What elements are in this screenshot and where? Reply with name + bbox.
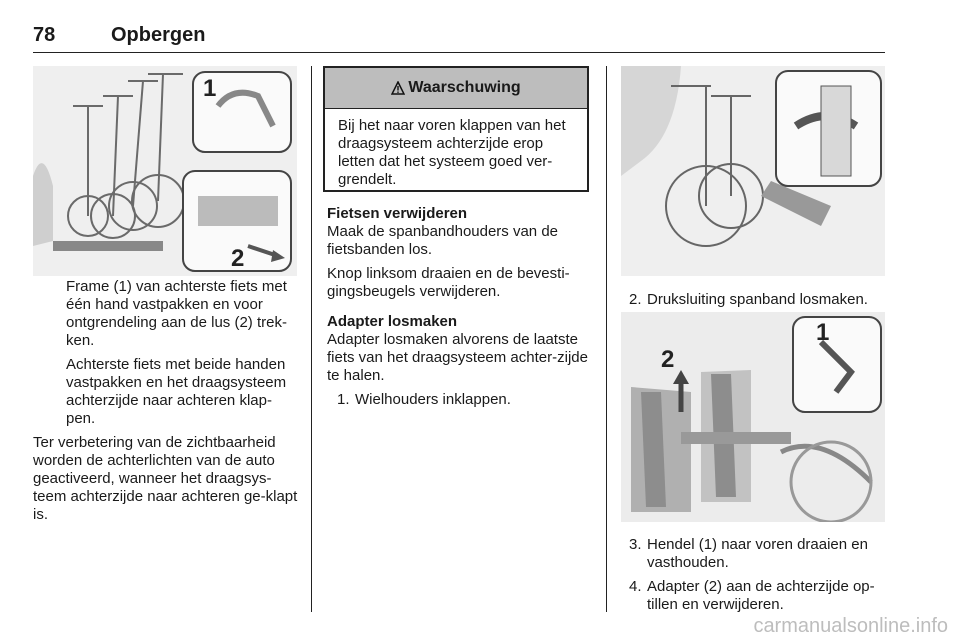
paragraph-knob: Knop linksom draaien en de bevesti-gingsbeugels verwijderen. <box>327 265 570 300</box>
list-text-3: Hendel (1) naar voren draaien en vasthouden. <box>647 536 868 571</box>
warning-header <box>325 68 587 109</box>
heading-adapter: Adapter losmaken <box>327 313 458 330</box>
paragraph-strap-holders: Maak de spanbandhouders van de fietsbanden los. <box>327 223 559 258</box>
figure2-label-1: 1 <box>816 319 830 346</box>
list-number-2: 2. <box>629 291 642 308</box>
list-text-1: Wielhouders inklappen. <box>355 391 511 408</box>
list-text-2: Druksluiting spanband losmaken. <box>647 291 868 308</box>
warning-box <box>323 66 589 192</box>
list-item-2 <box>629 291 889 309</box>
list-item-3 <box>629 536 889 572</box>
left-text-column <box>33 278 299 524</box>
warning-text: Bij het naar voren klappen van het draagsysteem achterzijde erop letten dat het systeem goed ver-grendelt. <box>338 117 566 188</box>
figure-label-1: 1 <box>203 75 217 102</box>
figure2-label-2: 2 <box>661 346 675 373</box>
paragraph-rear-bike: Achterste fiets met beide handen vastpakken en het draagsysteem achterzijde naar achteren klap-pen. <box>66 356 287 427</box>
bike-rack-illustration-1 <box>33 66 297 276</box>
page-title: Opbergen <box>111 24 206 46</box>
list-number-4: 4. <box>629 578 642 595</box>
list-number-3: 3. <box>629 536 642 553</box>
bike-rack-illustration-2 <box>621 66 885 276</box>
heading-remove-bikes: Fietsen verwijderen <box>327 205 468 222</box>
paragraph-visibility: Ter verbetering van de zichtbaarheid worden de achterlichten van de auto geactiveerd, wanneer het draagsys-teem achterzijde naar achteren ge-klapt is. <box>33 434 298 523</box>
page-number: 78 <box>33 24 56 46</box>
column-divider-left <box>311 66 312 612</box>
figure-label-2: 2 <box>231 245 245 272</box>
watermark: carmanualsonline.info <box>753 615 948 637</box>
right-text-column <box>629 536 889 614</box>
bike-rack-illustration-3 <box>621 312 885 522</box>
paragraph-adapter: Adapter losmaken alvorens de laatste fiets van het draagsysteem achter-zijde te halen. <box>327 331 588 384</box>
column-divider-right <box>606 66 607 612</box>
middle-text-column <box>327 205 593 409</box>
page-header <box>33 22 885 53</box>
paragraph-frame: Frame (1) van achterste fiets met één hand vastpakken en voor ontgrendeling aan de lus (2) trek-ken. <box>66 278 287 349</box>
right-caption-1 <box>629 291 889 309</box>
warning-title: Waarschuwing <box>408 79 521 96</box>
warning-triangle-icon <box>391 81 405 95</box>
list-item-4 <box>629 578 889 614</box>
list-number-1: 1. <box>337 391 350 408</box>
list-item-1 <box>327 391 593 409</box>
list-text-4: Adapter (2) aan de achterzijde op-tillen en verwijderen. <box>647 578 875 613</box>
